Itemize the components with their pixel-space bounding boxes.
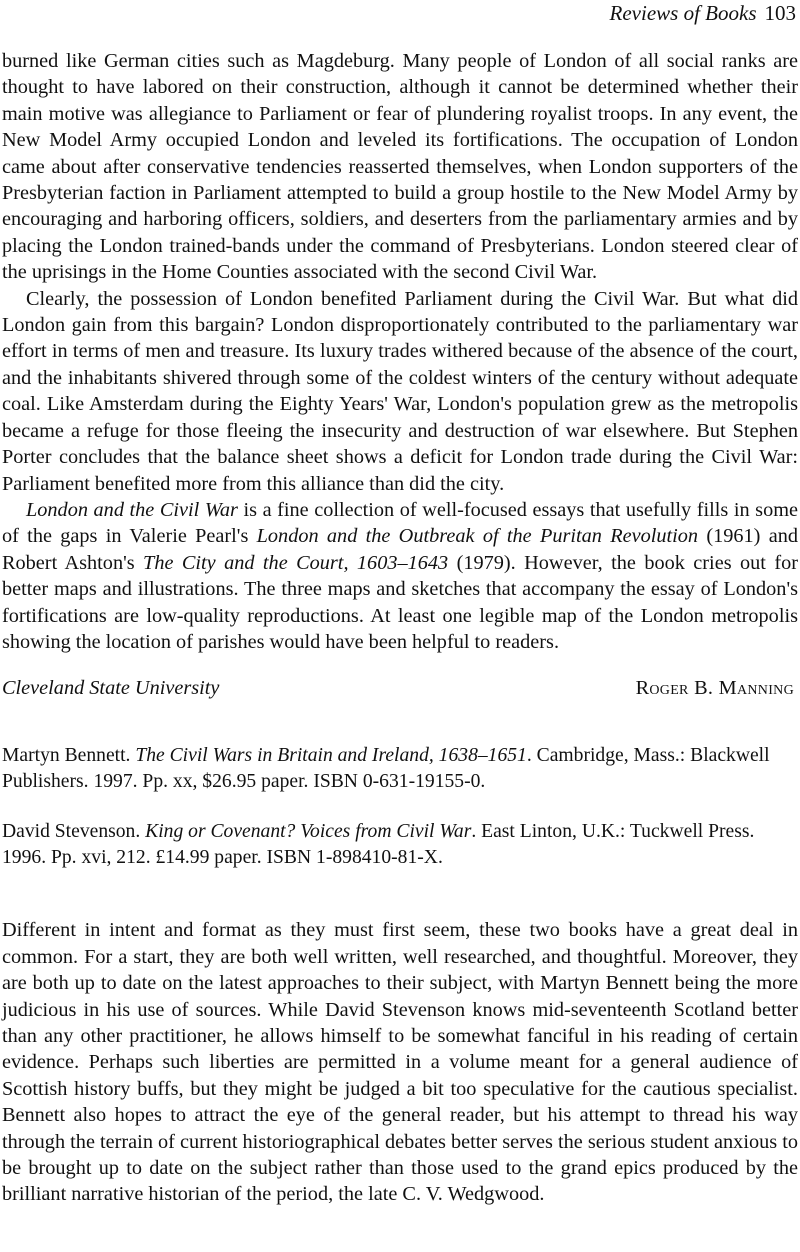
reviewer-signature (2, 675, 798, 701)
review-opening-paragraph: Different in intent and format as they must first seem, these two books have a great deal in common. For a start, they are both well written, well researched, and thoughtful. Moreover, they are both up to date on the latest approaches to their subject, with Martyn Bennett being the more judicious in his use of sources. While David Stevenson knows mid-seventeenth Scotland better than any other practitioner, he allows himself to be somewhat fanciful in his reading of certain evidence. Perhaps such liberties are permitted in a volume meant for a general audience of Scottish history buffs, but they might be judged a bit too speculative for the cautious specialist. Bennett also hopes to attract the eye of the general reader, but his attempt to thread his way through the terrain of current historiographical debates better serves the serious student anxious to be brought up to date on the subject rather than those used to the grand epics produced by the brilliant narrative historian of the period, the late C. V. Wedgwood. (2, 919, 798, 1206)
page-number: 103 (764, 1, 796, 25)
page-content (2, 48, 798, 1208)
book-title: The City and the Court, 1603–1643 (143, 551, 449, 574)
book-title: The Civil Wars in Britain and Ireland, 1638–1651 (135, 745, 527, 767)
book-title: London and the Outbreak of the Puritan Revolution (256, 525, 699, 548)
running-header-section: Reviews of Books (609, 1, 757, 25)
book-title: King or Covenant? Voices from Civil War (145, 821, 472, 843)
book-citation: David Stevenson. King or Covenant? Voices from Civil War. East Linton, U.K.: Tuckwell Press. 1996. Pp. xvi, 212. £14.99 paper. ISBN 1-898410-81-X. (2, 821, 755, 869)
book-title: London and the Civil War (26, 498, 238, 521)
paragraph-london-benefit: Clearly, the possession of London benefited Parliament during the Civil War. But what did London gain from this bargain? London disproportionately contributed to the parliamentary war effort in terms of men and treasure. Its luxury trades withered because of the absence of the court, and the inhabitants shivered through some of the coldest winters of the century without adequate coal. Like Amsterdam during the Eighty Years' War, London's population grew as the metropolis became a refuge for those fleeing the insecurity and destruction of war elsewhere. But Stephen Porter concludes that the balance sheet shows a deficit for London trade during the Civil War: Parliament benefited more from this alliance than did the city. (2, 287, 798, 495)
paragraph-collection-assessment: London and the Civil War is a fine collection of well-focused essays that usefully fills in some of the gaps in Valerie Pearl's London and the Outbreak of the Puritan Revolution (1961) and Robert Ashton's The City and the Court, 1603–1643 (1979). However, the book cries out for better maps and illustrations. The three maps and sketches that accompany the essay of London's fortifications are low-quality reproductions. At least one legible map of the London metropolis showing the location of parishes would have been helpful to readers. (2, 498, 799, 653)
paragraph-london-fortifications: burned like German cities such as Magdeburg. Many people of London of all social ranks are thought to have labored on their construction, although it cannot be determined whether their main motive was allegiance to Parliament or fear of plundering royalist troops. In any event, the New Model Army occupied London and leveled its fortifications. The occupation of London came about after conservative tendencies reasserted themselves, when London supporters of the Presbyterian faction in Parliament attempted to build a group hostile to the New Model Army by encouraging and harboring officers, soldiers, and deserters from the parliamentary armies and by placing the London trained-bands under the command of Presbyterians. London steered clear of the uprisings in the Home Counties associated with the second Civil War. (2, 50, 798, 284)
running-header (610, 0, 796, 30)
reviewer-institution: Cleveland State University (2, 677, 220, 700)
reviewer-name: Roger B. Manning (635, 677, 794, 700)
book-citation: Martyn Bennett. The Civil Wars in Britain and Ireland, 1638–1651. Cambridge, Mass.: Blackwell Publishers. 1997. Pp. xx, $26.95 paper. ISBN 0-631-19155-0. (2, 745, 770, 793)
